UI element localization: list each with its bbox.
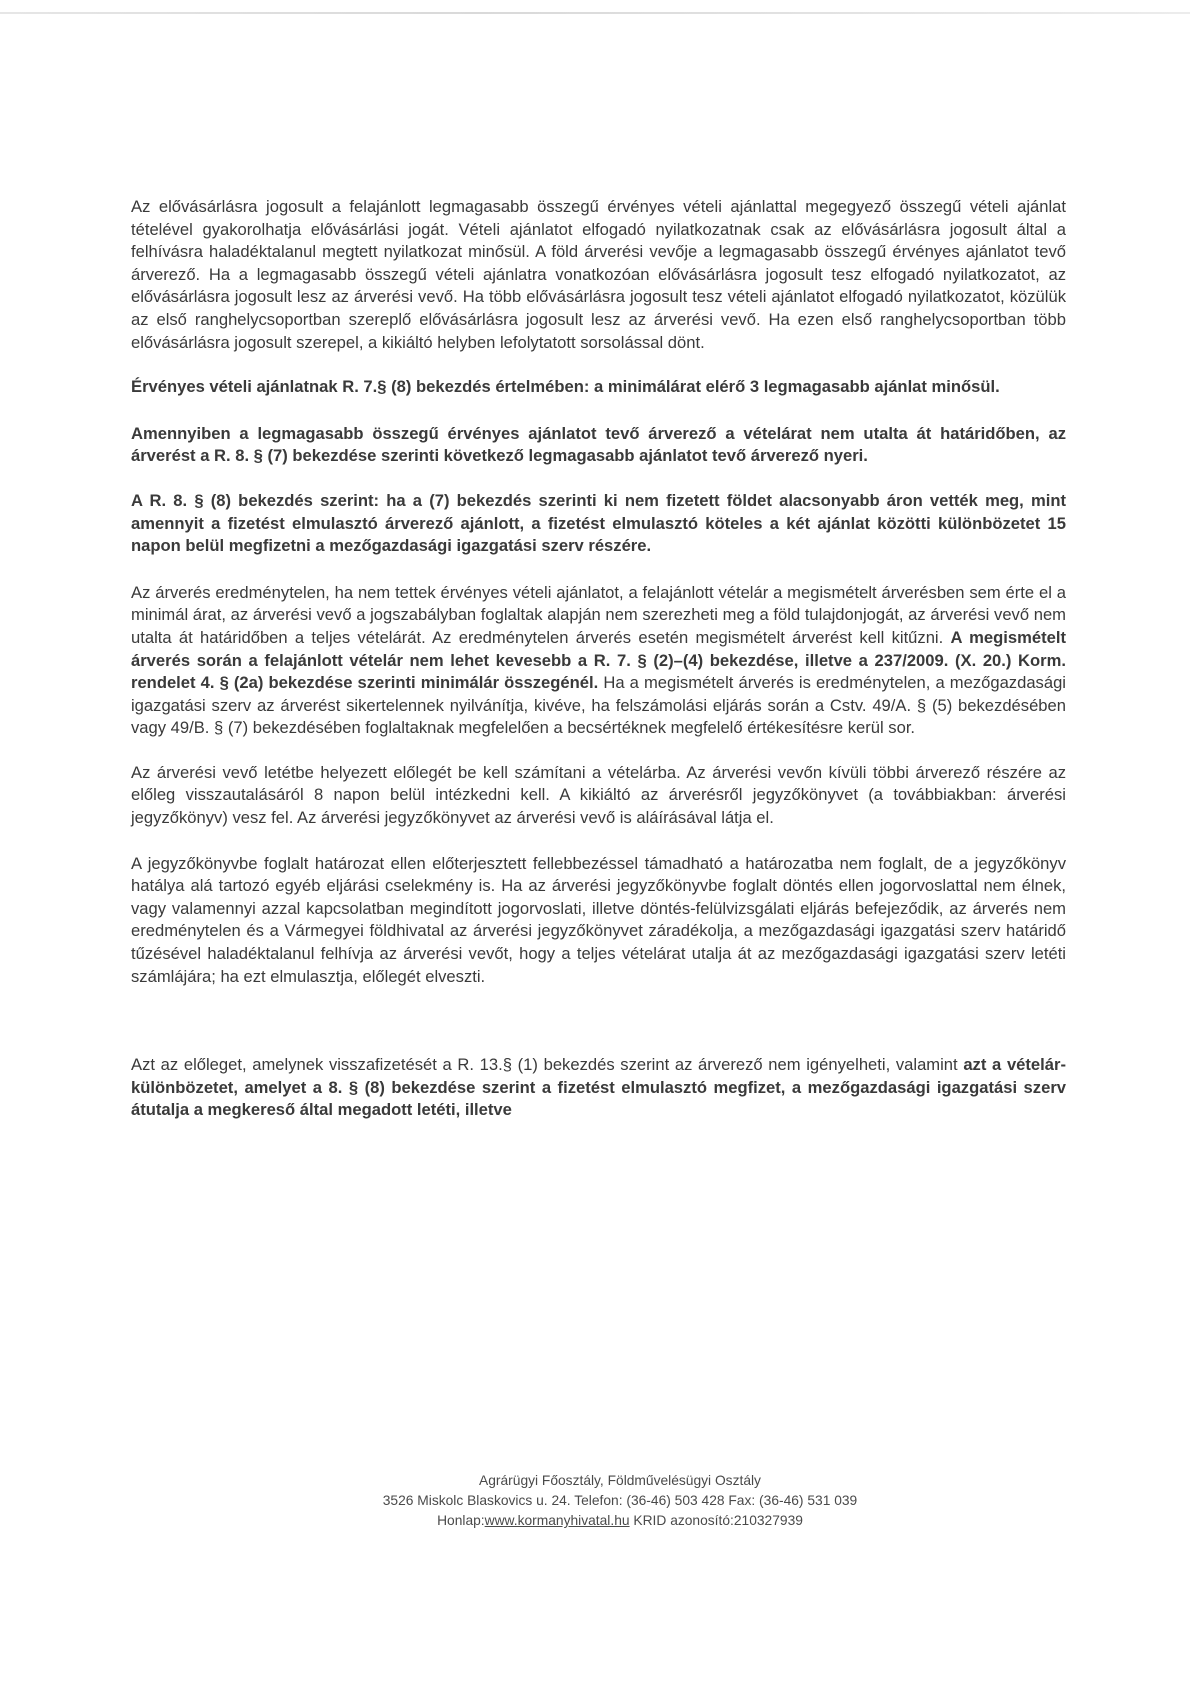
scan-edge-line bbox=[0, 12, 1190, 14]
paragraph-deposit: Az árverési vevő letétbe helyezett előlegét be kell számítani a vételárba. Az árverési vevőn kívüli többi árverező részére az előleg visszautalásáról 8 napon belül intézkedni kell. A kikiáltó az árverésről jegyzőkönyvet (a továbbiakban: árverési jegyzőkönyv) vesz fel. Az árverési jegyzőkönyvet az árverési vevő is aláírásával látja el. bbox=[131, 762, 1066, 828]
paragraph-non-payment: Amennyiben a legmagasabb összegű érvényes ajánlatot tevő árverező a vételárat nem utalta át határidőben, az árverést a R. 8. § (7) bekezdése szerinti következő legmagasabb ajánlatot tevő árverező nyeri. bbox=[131, 423, 1066, 466]
document-body bbox=[131, 196, 1066, 1122]
deposit-transfer-text: Azt az előleget, amelynek visszafizetését a R. 13.§ (1) bekezdés szerint az árverező nem igényelheti, valamint bbox=[131, 1055, 964, 1075]
footer-website-link[interactable]: www.kormanyhivatal.hu bbox=[484, 1513, 630, 1528]
deposit-transfer-bold: azt a vételár-különbözetet, amelyet a 8. § (8) bekezdése szerint a fizetést elmulasztó megfizet, a mezőgazdasági igazgatási szerv átutalja a megkereső által megadott letéti, illetve bbox=[131, 1055, 1066, 1120]
paragraph-price-difference: A R. 8. § (8) bekezdés szerint: ha a (7) bekezdés szerinti ki nem fizetett földet alacsonyabb áron vették meg, mint amennyit a fizetést elmulasztó árverező ajánlott, a fizetést elmulasztó köteles a két ajánlat közötti különbözetet 15 napon belül megfizetni a mezőgazdasági igazgatási szerv részére. bbox=[131, 490, 1066, 556]
paragraph-deposit-transfer bbox=[131, 1054, 1066, 1122]
paragraph-preemption-right: Az elővásárlásra jogosult a felajánlott legmagasabb összegű érvényes vételi ajánlattal megegyező összegű vételi ajánlat tételével gyakorolhatja elővásárlási jogát. Vételi ajánlatot elfogadó nyilatkozatnak csak az elővásárlásra jogosult által a felhívásra haladéktalanul megtett nyilatkozat minősül. A föld árverési vevője a legmagasabb összegű érvényes ajánlatot tevő árverező. Ha a legmagasabb összegű vételi ajánlatra vonatkozóan elővásárlásra jogosult tesz elfogadó nyilatkozatot, az elővásárlásra jogosult lesz az árverési vevő. Ha több elővásárlásra jogosult tesz vételi ajánlatot elfogadó nyilatkozatot, közülük az első ranghelycsoportban szereplő elővásárlásra jogosult lesz az árverési vevő. Ha ezen első ranghelycsoportban több elővásárlásra jogosult szerepel, a kikiáltó helyben lefolytatott sorsolással dönt. bbox=[131, 197, 1066, 352]
footer-department: Agrárügyi Főosztály, Földművelésügyi Osztály bbox=[479, 1473, 761, 1488]
paragraph-valid-offer: Érvényes vételi ajánlatnak R. 7.§ (8) bekezdés értelmében: a minimálárat elérő 3 legmagasabb ajánlat minősül. bbox=[131, 377, 1000, 397]
footer-krid: KRID azonosító:210327939 bbox=[629, 1513, 803, 1528]
repeated-auction-minimum-price: A megismételt árverés során a felajánlott vételár nem lehet kevesebb a R. 7. § (2)–(4) bekezdése, illetve a 237/2009. (X. 20.) Korm. rendelet 4. § (2a) bekezdése szerinti minimálár összegénél. bbox=[131, 627, 1066, 693]
unsuccessful-auction-continued: Ha a megismételt árverés is eredménytelen, a mezőgazdasági igazgatási szerv az árverést sikertelennek nyilvánítja, kivéve, ha felszámolási eljárás során a Cstv. 49/A. § (5) bekezdésében vagy 49/B. § (7) bekezdésében foglaltaknak megfelelően a becsértéknek megfelelő értékesítésre kerül sor. bbox=[131, 673, 1066, 738]
unsuccessful-auction-text: Az árverés eredménytelen, ha nem tettek érvényes vételi ajánlatot, a felajánlott vételár a megismételt árverésben sem érte el a minimál árat, az árverési vevő a jogszabályban foglaltak alapján nem szerezheti meg a föld tulajdonjogát, az árverési vevő nem utalta át határidőben a teljes vételárát. Az eredménytelen árverés esetén megismételt árverést kell kitűzni. bbox=[131, 582, 1066, 647]
footer-website-label: Honlap: bbox=[437, 1513, 485, 1528]
footer-address: 3526 Miskolc Blaskovics u. 24. Telefon: (36-46) 503 428 Fax: (36-46) 531 039 bbox=[382, 1493, 858, 1508]
paragraph-appeal: A jegyzőkönyvbe foglalt határozat ellen előterjesztett fellebbezéssel támadható a határozatba nem foglalt, de a jegyzőkönyv hatálya alá tartozó egyéb eljárási cselekmény is. Ha az árverési jegyzőkönyvbe foglalt döntés ellen jogorvoslattal nem élnek, vagy valamennyi azzal kapcsolatban megindított jogorvoslati, illetve döntés-felülvizsgálati eljárás befejeződik, az árverés nem eredménytelen és a Vármegyei földhivatal az árverési jegyzőkönyvet záradékolja, a mezőgazdasági igazgatási szerv határidő tűzésével haladéktalanul felhívja az árverési vevőt, hogy a teljes vételárat utalja át az mezőgazdasági igazgatási szerv letéti számlájára; ha ezt elmulasztja, előlegét elveszti. bbox=[131, 853, 1066, 986]
footer-website-line bbox=[320, 1511, 920, 1531]
page-footer bbox=[320, 1471, 920, 1531]
paragraph-unsuccessful-auction bbox=[131, 582, 1066, 740]
